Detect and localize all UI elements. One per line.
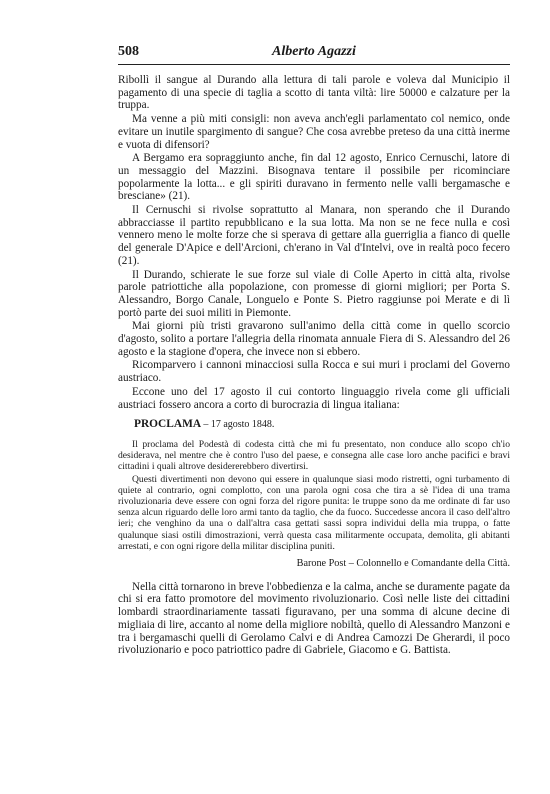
page-header (118, 42, 510, 64)
paragraph: Mai giorni più tristi gravarono sull'animo della città come in quello scorcio d'agosto, solito a portare l'allegria della rinomata annuale Fiera di S. Alessandro del 26 agosto e la stagione d'opera, che invece non si ebbero. (118, 320, 510, 358)
proclamation-title (118, 418, 510, 432)
closing-paragraph: Nella città tornarono in breve l'obbedienza e la calma, anche se duramente pagate da chi si era fatto promotore del movimento rivoluzionario. Così nelle liste dei cittadini lombardi straordinariamente tassati figuravano, per una somma di alcune decine di migliaia di lire, accanto al nome della migliore nobiltà, quello di Alessandro Manzoni e tra i bergamaschi quelli di Gerolamo Calvi e di Andrea Camozzi De Gherardi, il poco rivoluzionario e poco patriottico padre di Gabriele, Giacomo e G. Battista. (118, 580, 510, 657)
proclamation-text (118, 439, 510, 552)
body-text (118, 74, 510, 658)
paragraph: Ma venne a più miti consigli: non aveva anch'egli parlamentato col nemico, onde evitare un inutile spargimento di sangue? Che cosa avrebbe preteso da una città inerme e vuota di difensori? (118, 113, 510, 151)
running-title: Alberto Agazzi (272, 44, 356, 59)
proclamation-heading: PROCLAMA (134, 418, 201, 431)
proclamation-signature: Barone Post – Colonnello e Comandante della Città. (296, 558, 510, 570)
paragraph: Il Durando, schierate le sue forze sul viale di Colle Aperto in città alta, rivolse parole patriottiche alla popolazione, con promesse di giorni migliori; per Porta S. Alessandro, Borgo Canale, Longuelo e Ponte S. Pietro raggiunse poi Merate e di lì portò parte dei suoi militi in Piemonte. (118, 268, 510, 319)
paragraph: Il Cernuschi si rivolse soprattutto al Manara, non sperando che il Durando abbracciasse il partito repubblicano e la sua lotta. Ma non se ne fece nulla e così vennero meno le molte forze che si sperava di gettare alla guerriglia a fianco di quelle del generale D'Apice e dell'Arcioni, ch'erano in Val d'Intelvi, ove in realtà poco fecero (21). (118, 204, 510, 267)
paragraph: Eccone uno del 17 agosto il cui contorto linguaggio rivela come gli ufficiali austriaci fossero ancora a corto di burocrazia di lingua italiana: (118, 385, 510, 411)
paragraph: A Bergamo era sopraggiunto anche, fin dal 12 agosto, Enrico Cernuschi, latore di un messaggio del Mazzini. Bisognava tentare il possibile per ricominciare popolarmente la lotta... e gli spiriti duravano in fermento nelle valli bergamasche e bresciane» (21). (118, 152, 510, 203)
header-rule (118, 64, 510, 65)
proclamation-paragraph: Questi divertimenti non devono qui essere in qualunque siasi modo ristretti, ogni turbamento di quiete al contrario, ogni complotto, con una parola ogni cosa che tira a sè l'idea di una trama rivoluzionaria deve essere con ogni forza del rigore punita: le truppe sono da me ordinate di far uso senza alcun riguardo delle loro armi tanto da taglio, che da fuoco. Succedesse ancora il caso dell'altro ieri; che venghino da una o dall'altra casa gettati sassi sopra individui della mia truppa, o fatte qualunque siasi ostili dimostrazioni, verrà questa casa militarmente occupata, demolita, gli abitanti arrestati, e con ogni rigore della militar disciplina puniti. (118, 473, 510, 552)
page-number: 508 (118, 44, 139, 59)
proclamation-date: – 17 agosto 1848. (203, 419, 275, 431)
proclamation-paragraph: Il proclama del Podestà di codesta città che mi fu presentato, non conduce allo scopo ch'io desiderava, nel mentre che è contro l'uso del paese, e consegna alle case loro anche pacifici e bravi cittadini i quali altrove desidererebbero divertirsi. (118, 438, 510, 473)
paragraph: Ricomparvero i cannoni minacciosi sulla Rocca e sui muri i proclami del Governo austriaco. (118, 359, 510, 385)
paragraph: Ribollì il sangue al Durando alla lettura di tali parole e voleva dal Municipio il pagamento di una specie di taglia a scotto di tanta viltà: lire 50000 e calzature per la truppa. (118, 74, 510, 112)
